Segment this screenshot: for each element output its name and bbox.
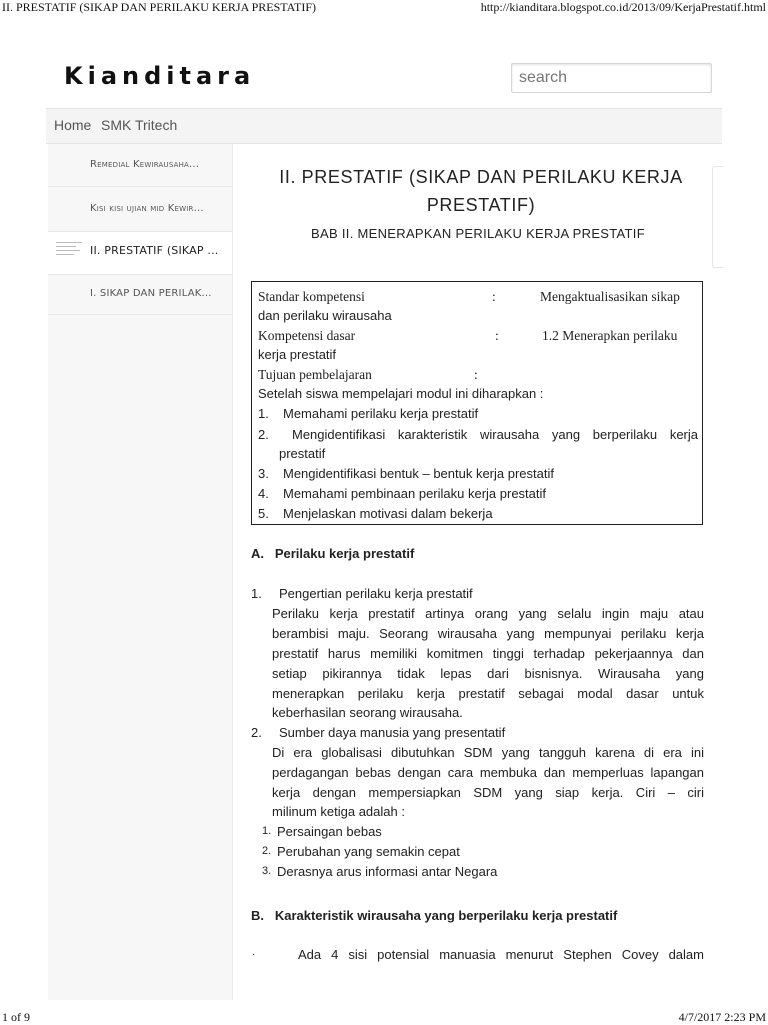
post-thumbnail-icon xyxy=(56,242,82,260)
sidebar-item-label: Kisi kisi ujian mid Kewir... xyxy=(90,203,204,214)
ciri-text: Perubahan yang semakin cepat xyxy=(277,844,460,859)
print-header-url: http://kianditara.blogspot.co.id/2013/09/KerjaPrestatif.html xyxy=(480,0,766,14)
goal-text: Memahami perilaku kerja prestatif xyxy=(283,406,479,421)
post-sidebar xyxy=(48,144,233,1000)
kd-value: 1.2 Menerapkan perilaku xyxy=(542,328,678,343)
search-input[interactable] xyxy=(511,63,712,93)
ciri-text: Persaingan bebas xyxy=(277,824,382,839)
ciri-number: 2. xyxy=(262,845,272,857)
kd-continuation: kerja prestatif xyxy=(258,347,337,362)
section-a-heading: A. Perilaku kerja prestatif xyxy=(251,546,415,561)
goal-number: 4. xyxy=(258,486,269,501)
kd-label: Kompetensi dasar xyxy=(258,328,356,343)
print-header-title: II. PRESTATIF (SIKAP DAN PERILAKU KERJA PRESTATIF) xyxy=(2,0,316,14)
post-title: II. PRESTATIF (SIKAP DAN PERILAKU KERJA PRESTATIF) xyxy=(279,167,683,215)
sidebar-item-remedial[interactable] xyxy=(48,144,232,187)
paragraph-line: menerapkan perilaku kerja prestatif sebagai modal dasar untuk xyxy=(272,686,704,701)
nav-home-link[interactable]: Home xyxy=(54,117,92,133)
goal-number: 2. xyxy=(258,427,269,442)
ciri-number: 3. xyxy=(262,865,272,877)
print-footer-page: 1 of 9 xyxy=(2,1010,30,1024)
section-b-heading: B. Karakteristik wirausaha yang berperilaku kerja prestatif xyxy=(251,908,618,923)
sk-label: Standar kompetensi xyxy=(258,289,365,304)
goal-text: Mengidentifikasi bentuk – bentuk kerja prestatif xyxy=(283,466,554,481)
goal-continuation: prestatif xyxy=(279,446,326,461)
blog-brand[interactable]: Kianditara xyxy=(64,62,256,90)
goal-text: Memahami pembinaan perilaku kerja prestatif xyxy=(283,486,547,501)
sk-continuation: dan perilaku wirausaha xyxy=(258,308,392,323)
paragraph-line: milinum ketiga adalah : xyxy=(272,804,405,819)
goal-text: Menjelaskan motivasi dalam bekerja xyxy=(283,506,493,521)
item-number: 2. xyxy=(251,725,262,740)
sidebar-item-label: II. PRESTATIF (SIKAP ... xyxy=(90,244,219,257)
item-title: Sumber daya manusia yang presentatif xyxy=(279,725,506,740)
ciri-number: 1. xyxy=(262,825,272,837)
paragraph-line: setiap pikirannya tidak lepas dari bisnisnya. Wirausaha yang xyxy=(272,666,704,681)
tp-label: Tujuan pembelajaran xyxy=(258,367,372,382)
nav-bar xyxy=(46,109,722,144)
item-number: 1. xyxy=(251,586,262,601)
paragraph-line: berambisi maju. Seorang wirausaha yang mempunyai perilaku kerja xyxy=(272,626,704,641)
post-subtitle: BAB II. MENERAPKAN PERILAKU KERJA PRESTATIF xyxy=(311,226,645,241)
paragraph-line: Perilaku kerja prestatif artinya orang yang selalu ingin maju atau xyxy=(272,606,704,621)
item-title: Pengertian perilaku kerja prestatif xyxy=(279,586,473,601)
sk-colon: : xyxy=(492,289,496,304)
goal-number: 5. xyxy=(258,506,269,521)
sidebar-item-label: Remedial Kewirausaha... xyxy=(90,159,200,170)
paragraph-line: Di era globalisasi dibutuhkan SDM yang tangguh karena di era ini xyxy=(272,745,704,760)
sidebar-item-prestatif[interactable] xyxy=(48,232,232,275)
sidebar-item-label: I. SIKAP DAN PERILAK... xyxy=(90,288,212,299)
sk-value: Mengaktualisasikan sikap xyxy=(540,289,680,304)
next-post-card-edge[interactable] xyxy=(712,166,723,268)
sidebar-item-kisi-kisi[interactable] xyxy=(48,187,232,232)
tp-colon: : xyxy=(474,367,478,382)
bullet-icon: · xyxy=(252,949,256,960)
paragraph-line: Ada 4 sisi potensial manuasia menurut Stephen Covey dalam xyxy=(298,947,704,962)
paragraph-line: prestatif harus memiliki komitmen tinggi terhadap pekerjaannya dan xyxy=(272,646,704,661)
goal-number: 3. xyxy=(258,466,269,481)
kd-colon: : xyxy=(495,328,499,343)
box-intro: Setelah siswa mempelajari modul ini diharapkan : xyxy=(258,386,544,401)
print-footer-date: 4/7/2017 2:23 PM xyxy=(678,1010,766,1024)
sidebar-item-sikap[interactable] xyxy=(48,275,232,315)
goal-text: Mengidentifikasi karakteristik wirausaha yang berperilaku kerja xyxy=(292,427,698,442)
paragraph-line: perdagangan bebas dengan cara membuka dan memperluas lapangan xyxy=(272,765,704,780)
paragraph-line: keberhasilan seorang wirausaha. xyxy=(272,705,463,720)
nav-smk-tritech-link[interactable]: SMK Tritech xyxy=(101,117,178,133)
goal-number: 1. xyxy=(258,406,269,421)
ciri-text: Derasnya arus informasi antar Negara xyxy=(277,864,498,879)
paragraph-line: kerja dengan mempersiapkan SDM yang siap kerja. Ciri – ciri xyxy=(272,785,704,800)
